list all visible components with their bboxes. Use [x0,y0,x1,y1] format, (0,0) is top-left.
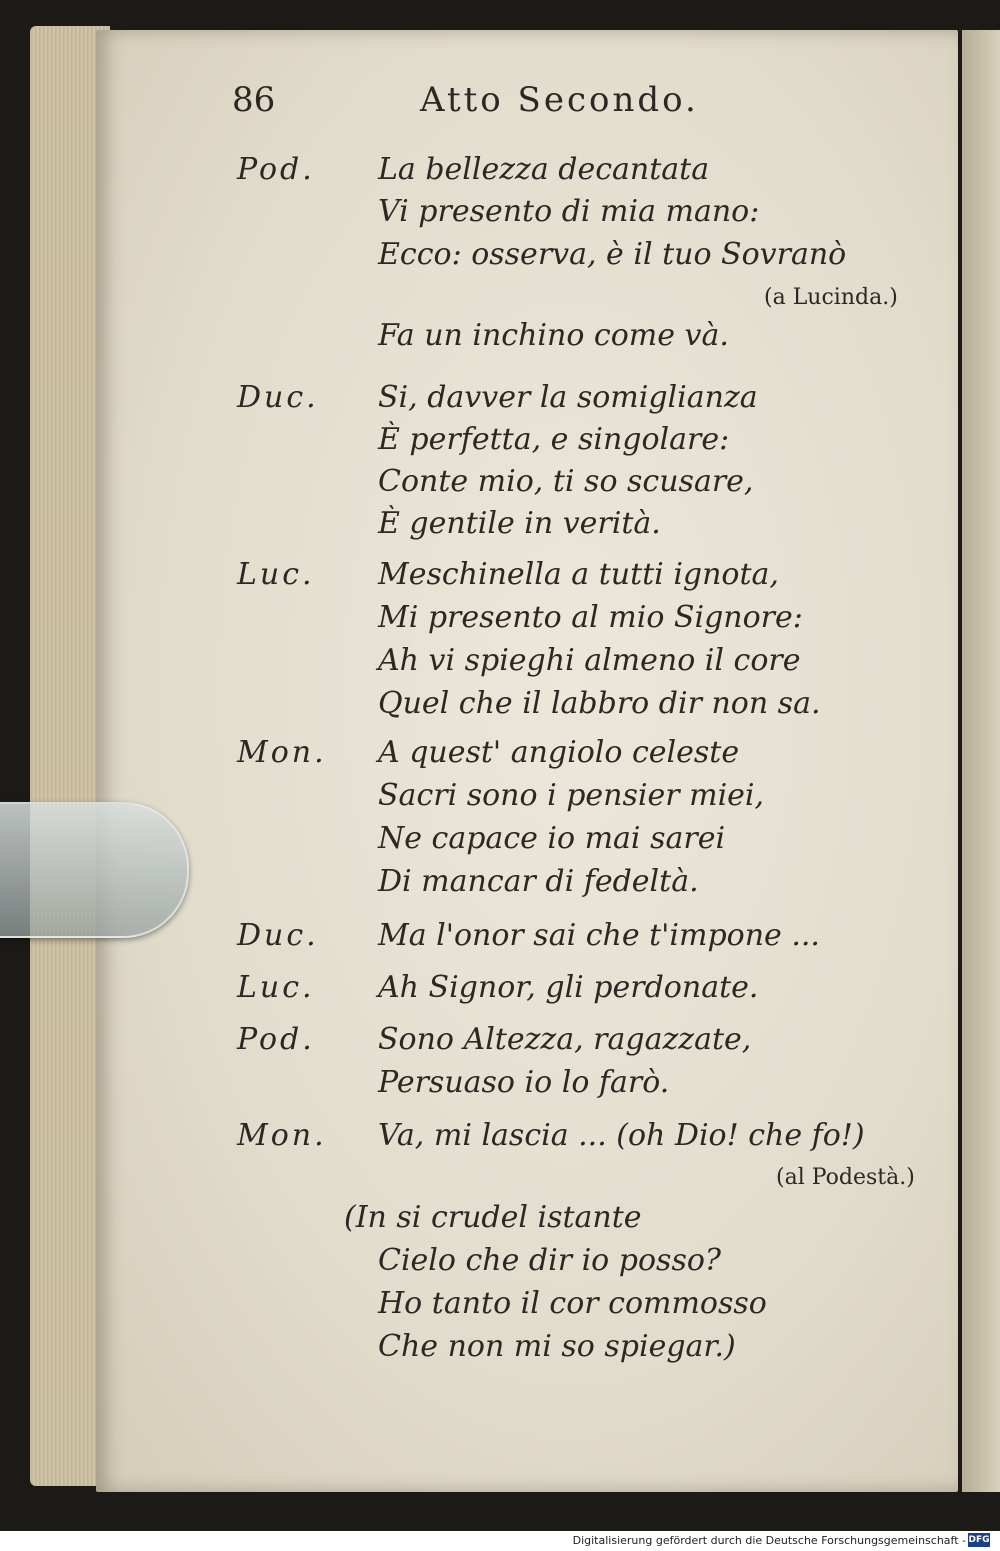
verse-line: Mi presento al mio Signore: [378,600,803,635]
verse-line: Sono Altezza, ragazzate, [378,1022,752,1057]
speaker-label: Luc. [237,557,315,592]
stage-direction: (al Podestà.) [776,1165,915,1190]
speaker-label: Mon. [237,1118,327,1153]
verse-line: Ma l'onor sai che t'impone ... [378,918,820,953]
verse-line: Ne capace io mai sarei [378,821,726,856]
verse-line: Ecco: osserva, è il tuo Sovranò [378,237,847,272]
digitization-credit: Digitalisierung gefördert durch die Deutsche Forschungsgemeinschaft - [572,1534,966,1547]
verse-line: Ah Signor, gli perdonate. [378,970,759,1005]
verse-line: Ah vi spieghi almeno il core [378,643,801,678]
speaker-label: Mon. [237,735,327,770]
verse-line: Fa un inchino come và. [378,318,729,353]
verse-line: Cielo che dir io posso? [378,1243,721,1278]
verse-line: (In si crudel istante [344,1200,642,1235]
speaker-label: Duc. [237,918,319,953]
verse-line: Va, mi lascia ... (oh Dio! che fo!) [378,1118,865,1153]
verse-line: Conte mio, ti so scusare, [378,464,754,499]
page-number: 86 [232,80,276,120]
speaker-label: Pod. [237,152,315,187]
speaker-label: Duc. [237,380,319,415]
glass-page-clip [0,802,189,938]
verse-line: Ho tanto il cor commosso [378,1286,767,1321]
verse-line: Si, davver la somiglianza [378,380,758,415]
verse-line: Che non mi so spiegar.) [378,1329,736,1364]
verse-line: Sacri sono i pensier miei, [378,778,765,813]
verse-line: È gentile in verità. [378,506,661,541]
verse-line: È perfetta, e singolare: [378,422,730,457]
verse-line: Vi presento di mia mano: [378,194,760,229]
verse-line: A quest' angiolo celeste [378,735,740,770]
verse-line: La bellezza decantata [378,152,710,187]
running-head: Atto Secondo. [420,80,699,120]
next-page-edge [962,30,1000,1492]
stage-direction: (a Lucinda.) [764,285,898,310]
verse-line: Di mancar di fedeltà. [378,864,699,899]
verse-line: Quel che il labbro dir non sa. [378,686,821,721]
verse-line: Persuaso io lo farò. [378,1065,670,1100]
dfg-logo: DFG [968,1535,990,1545]
speaker-label: Pod. [237,1022,315,1057]
speaker-label: Luc. [237,970,315,1005]
verse-line: Meschinella a tutti ignota, [378,557,779,592]
